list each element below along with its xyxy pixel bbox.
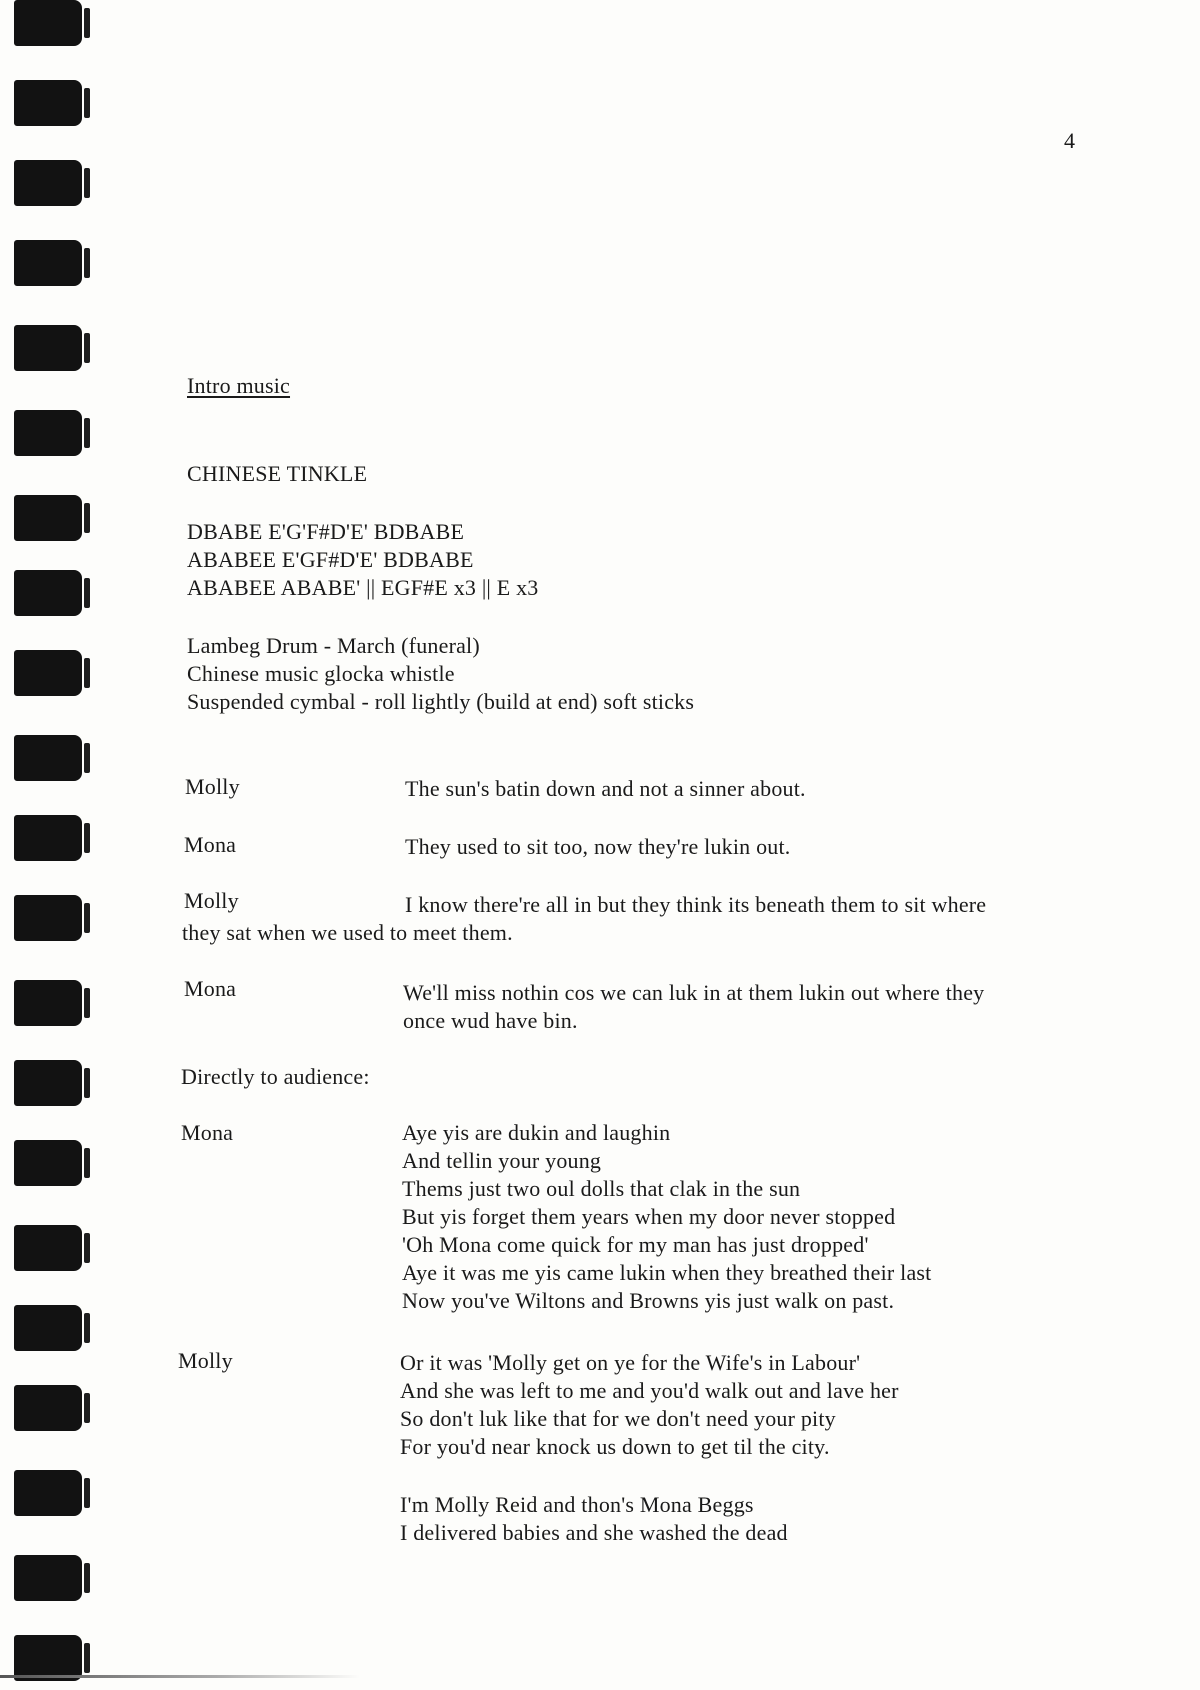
binding-hole <box>14 1470 82 1516</box>
verse-line: For you'd near knock us down to get til the city. <box>400 1434 830 1459</box>
instrument-line: Suspended cymbal - roll lightly (build at end) soft sticks <box>187 689 695 714</box>
verse-line: Aye it was me yis came lukin when they breathed their last <box>402 1260 932 1285</box>
binding-hole <box>14 0 82 46</box>
binding-hole <box>14 80 82 126</box>
binding-hole <box>14 815 82 861</box>
verse-line: I'm Molly Reid and thon's Mona Beggs <box>400 1492 754 1517</box>
binding-hole <box>14 1225 82 1271</box>
binding-hole <box>14 325 82 371</box>
binding-hole <box>14 1060 82 1106</box>
verse-line: Now you've Wiltons and Browns yis just walk on past. <box>402 1288 895 1313</box>
verse-line: So don't luk like that for we don't need your pity <box>400 1406 836 1431</box>
notation-line: ABABEE ABABE' || EGF#E x3 || E x3 <box>187 575 539 600</box>
binding-hole <box>14 410 82 456</box>
dialogue-line-continued: once wud have bin. <box>403 1008 578 1033</box>
verse-line: Thems just two oul dolls that clak in the sun <box>402 1176 801 1201</box>
instrument-line: Chinese music glocka whistle <box>187 661 455 686</box>
dialogue-line: We'll miss nothin cos we can luk in at them lukin out where they <box>403 980 985 1005</box>
binding-hole <box>14 895 82 941</box>
binding-hole <box>14 495 82 541</box>
verse-line: But yis forget them years when my door never stopped <box>402 1204 896 1229</box>
binding-hole <box>14 160 82 206</box>
binding-hole <box>14 735 82 781</box>
verse-line: I delivered babies and she washed the dead <box>400 1520 788 1545</box>
tune-title: CHINESE TINKLE <box>187 461 368 486</box>
verse-line: And tellin your young <box>402 1148 602 1173</box>
stage-direction: Directly to audience: <box>181 1064 370 1089</box>
verse-line: Aye yis are dukin and laughin <box>402 1120 671 1145</box>
speaker-name: Mona <box>184 976 237 1001</box>
binding-hole <box>14 570 82 616</box>
notation-line: ABABEE E'GF#D'E' BDBABE <box>187 547 474 572</box>
binding-hole <box>14 1140 82 1186</box>
dialogue-line-continued: they sat when we used to meet them. <box>182 920 513 945</box>
verse-line: And she was left to me and you'd walk out and lave her <box>400 1378 899 1403</box>
dialogue-line: I know there're all in but they think its beneath them to sit where <box>405 892 987 917</box>
binding-hole <box>14 980 82 1026</box>
spiral-binding <box>0 0 90 1690</box>
page-number: 4 <box>1064 128 1075 153</box>
speaker-name: Molly <box>185 774 240 799</box>
binding-hole <box>14 240 82 286</box>
page-edge-shadow <box>0 1675 360 1678</box>
dialogue-line: The sun's batin down and not a sinner about. <box>405 776 806 801</box>
binding-hole <box>14 1385 82 1431</box>
dialogue-line: They used to sit too, now they're lukin out. <box>405 834 791 859</box>
speaker-name: Mona <box>181 1120 234 1145</box>
binding-hole <box>14 650 82 696</box>
binding-hole <box>14 1555 82 1601</box>
verse-line: Or it was 'Molly get on ye for the Wife's in Labour' <box>400 1350 861 1375</box>
speaker-name: Molly <box>178 1348 233 1373</box>
notation-line: DBABE E'G'F#D'E' BDBABE <box>187 519 465 544</box>
verse-line: 'Oh Mona come quick for my man has just dropped' <box>402 1232 869 1257</box>
binding-hole <box>14 1305 82 1351</box>
speaker-name: Molly <box>184 888 239 913</box>
instrument-line: Lambeg Drum - March (funeral) <box>187 633 480 658</box>
section-heading: Intro music <box>187 373 291 398</box>
speaker-name: Mona <box>184 832 237 857</box>
